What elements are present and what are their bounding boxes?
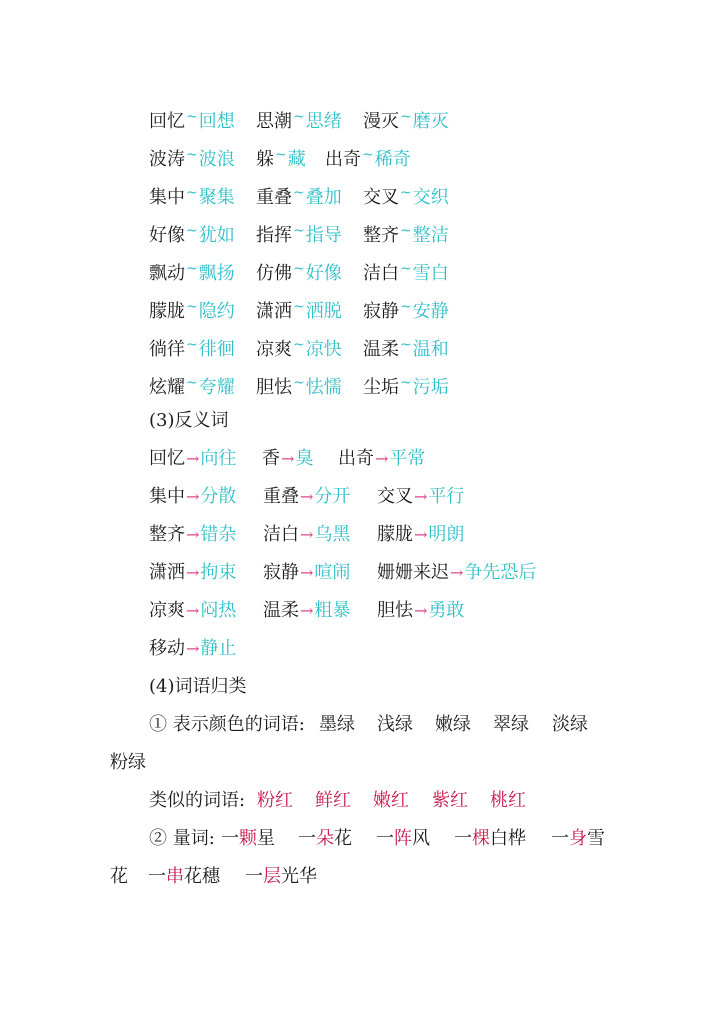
word: 香 [262, 448, 280, 469]
noun: 花穗 [184, 866, 220, 887]
word: 好像 [149, 225, 185, 246]
antonym-word: 勇敢 [428, 600, 465, 621]
arrow-icon: → [414, 601, 428, 620]
antonym-word: 粗暴 [314, 600, 351, 621]
measure-phrase [298, 826, 352, 852]
word: 朦胧 [377, 524, 413, 545]
antonym-word: 争先恐后 [464, 562, 537, 583]
arrow-icon: → [450, 563, 464, 582]
antonym-word: 平行 [428, 486, 465, 507]
tilde-separator: ~ [293, 109, 305, 125]
word: 出奇 [338, 448, 374, 469]
tilde-separator: ~ [186, 109, 198, 125]
antonym-pair [263, 522, 350, 548]
tilde-separator: ~ [400, 185, 412, 201]
similar-word: 嫩红 [373, 790, 409, 811]
word: 思潮 [256, 111, 292, 132]
word: 漫灭 [363, 111, 399, 132]
tilde-separator: ~ [275, 147, 287, 163]
synonym-pair [256, 256, 342, 287]
word: 凉爽 [149, 600, 185, 621]
word: 整齐 [363, 225, 399, 246]
synonym-pair [256, 142, 306, 173]
arrow-icon: → [300, 487, 314, 506]
synonym-word: 犹如 [198, 225, 235, 246]
measure-word: 阵 [394, 828, 412, 849]
word: 出奇 [325, 149, 361, 170]
similar-word: 紫红 [432, 790, 468, 811]
antonym-pair [149, 446, 236, 472]
measure-word: 朵 [316, 828, 334, 849]
tilde-separator: ~ [293, 375, 305, 391]
word: 寂静 [363, 301, 399, 322]
synonym-pair [363, 294, 449, 325]
antonym-word: 错杂 [200, 524, 237, 545]
antonym-word: 明朗 [428, 524, 465, 545]
tilde-separator: ~ [293, 261, 305, 277]
synonym-word: 凉快 [305, 339, 342, 360]
synonym-word: 温和 [412, 339, 449, 360]
tilde-separator: ~ [186, 261, 198, 277]
tilde-separator: ~ [400, 109, 412, 125]
tilde-separator: ~ [186, 223, 198, 239]
synonym-word: 指导 [305, 225, 342, 246]
synonym-pair [256, 180, 342, 211]
antonym-pair [377, 522, 464, 548]
antonym-word: 静止 [200, 638, 237, 659]
word: 胆怯 [256, 377, 292, 398]
antonym-pair [149, 522, 236, 548]
tilde-separator: ~ [293, 337, 305, 353]
tilde-separator: ~ [400, 261, 412, 277]
word: 移动 [149, 638, 185, 659]
synonym-word: 磨灭 [412, 111, 449, 132]
synonym-word: 聚集 [198, 187, 235, 208]
tilde-separator: ~ [400, 375, 412, 391]
tilde-separator: ~ [400, 299, 412, 315]
antonym-pair [149, 560, 236, 586]
synonym-pair [149, 218, 235, 249]
antonym-word: 喧闹 [314, 562, 351, 583]
measure-word: 层 [263, 866, 281, 887]
arrow-icon: → [414, 487, 428, 506]
word: 交叉 [377, 486, 413, 507]
antonym-pair [338, 446, 425, 472]
measure-word: 串 [166, 866, 184, 887]
arrow-icon: → [186, 487, 200, 506]
synonym-pair [149, 256, 235, 287]
synonym-word: 怯懦 [305, 377, 342, 398]
word: 飘动 [149, 263, 185, 284]
tilde-separator: ~ [400, 337, 412, 353]
synonym-word: 整洁 [412, 225, 449, 246]
color-word: 嫩绿 [435, 714, 471, 735]
antonym-pair [149, 484, 236, 510]
antonym-pair [149, 598, 236, 624]
synonym-pair [149, 104, 235, 135]
word: 炫耀 [149, 377, 185, 398]
antonym-word: 向往 [200, 448, 237, 469]
synonym-pair [256, 218, 342, 249]
antonym-word: 乌黑 [314, 524, 351, 545]
word: 姗姗来迟 [377, 562, 449, 583]
color-word: 淡绿 [552, 714, 588, 735]
synonym-pair [149, 294, 235, 325]
synonym-word: 交织 [412, 187, 449, 208]
synonym-pair [363, 370, 449, 401]
arrow-icon: → [375, 449, 389, 468]
word: 温柔 [363, 339, 399, 360]
color-word: 粉绿 [110, 752, 146, 773]
arrow-icon: → [186, 601, 200, 620]
measure-phrase [221, 826, 275, 852]
noun: 风 [412, 828, 430, 849]
synonym-pair [363, 180, 449, 211]
word: 指挥 [256, 225, 292, 246]
similar-word: 鲜红 [315, 790, 351, 811]
synonym-word: 稀奇 [374, 149, 411, 170]
word: 胆怯 [377, 600, 413, 621]
synonym-pair [256, 370, 342, 401]
synonym-pair [363, 104, 449, 135]
synonym-word: 好像 [305, 263, 342, 284]
measure-phrase [551, 826, 605, 852]
synonym-word: 藏 [287, 149, 306, 170]
synonym-word: 波浪 [198, 149, 235, 170]
antonym-heading: (3)反义词 [149, 410, 229, 431]
tilde-separator: ~ [186, 299, 198, 315]
synonym-pair [149, 370, 235, 401]
synonym-pair [149, 142, 235, 173]
noun: 光华 [281, 866, 317, 887]
measure-words-label: ② 量词: [149, 828, 215, 849]
antonym-word: 分散 [200, 486, 237, 507]
synonym-word: 飘扬 [198, 263, 235, 284]
tilde-separator: ~ [186, 147, 198, 163]
similar-word: 桃红 [490, 790, 526, 811]
noun: 星 [257, 828, 275, 849]
numeral: 一 [376, 828, 394, 849]
antonym-pair [263, 598, 350, 624]
synonym-pair [363, 218, 449, 249]
color-word: 浅绿 [377, 714, 413, 735]
measure-phrase [148, 864, 220, 890]
word: 躲 [256, 149, 274, 170]
arrow-icon: → [186, 563, 200, 582]
arrow-icon: → [300, 601, 314, 620]
antonym-word: 拘束 [200, 562, 237, 583]
color-word: 墨绿 [319, 714, 355, 735]
synonym-pair [256, 294, 342, 325]
word: 寂静 [263, 562, 299, 583]
arrow-icon: → [300, 525, 314, 544]
similar-words-label: 类似的词语: [149, 790, 246, 811]
classify-heading: (4)词语归类 [149, 676, 247, 697]
synonym-word: 洒脱 [305, 301, 342, 322]
word: 交叉 [363, 187, 399, 208]
word: 集中 [149, 187, 185, 208]
measure-word: 颗 [239, 828, 257, 849]
synonym-word: 思绪 [305, 111, 342, 132]
word: 凉爽 [256, 339, 292, 360]
synonym-pair [256, 104, 342, 135]
arrow-icon: → [414, 525, 428, 544]
synonym-pair [363, 256, 449, 287]
word: 波涛 [149, 149, 185, 170]
word: 徜徉 [149, 339, 185, 360]
synonym-pair [149, 180, 235, 211]
antonym-pair [377, 560, 536, 586]
tilde-separator: ~ [293, 299, 305, 315]
arrow-icon: → [186, 525, 200, 544]
antonym-pair [263, 484, 350, 510]
numeral: 一 [454, 828, 472, 849]
synonym-word: 回想 [198, 111, 235, 132]
antonym-pair [149, 636, 236, 662]
measure-word: 身 [569, 828, 587, 849]
arrow-icon: → [186, 449, 200, 468]
arrow-icon: → [300, 563, 314, 582]
word: 集中 [149, 486, 185, 507]
word: 洁白 [263, 524, 299, 545]
synonym-pair [325, 142, 411, 173]
word: 回忆 [149, 448, 185, 469]
word: 重叠 [256, 187, 292, 208]
word: 仿佛 [256, 263, 292, 284]
tilde-separator: ~ [186, 185, 198, 201]
noun: 花 [110, 866, 128, 887]
tilde-separator: ~ [186, 375, 198, 391]
antonym-pair [262, 446, 313, 472]
word: 潇洒 [149, 562, 185, 583]
antonym-pair [377, 598, 464, 624]
antonym-word: 分开 [314, 486, 351, 507]
color-word: 翠绿 [493, 714, 529, 735]
numeral: 一 [148, 866, 166, 887]
synonym-word: 安静 [412, 301, 449, 322]
noun: 白桦 [490, 828, 526, 849]
noun: 花 [334, 828, 352, 849]
word: 潇洒 [256, 301, 292, 322]
antonym-word: 闷热 [200, 600, 237, 621]
antonym-word: 臭 [295, 448, 314, 469]
noun: 雪 [587, 828, 605, 849]
measure-phrase [376, 826, 430, 852]
word: 整齐 [149, 524, 185, 545]
measure-phrase [454, 826, 526, 852]
antonym-word: 平常 [389, 448, 426, 469]
antonym-pair [263, 560, 350, 586]
synonym-word: 夸耀 [198, 377, 235, 398]
synonym-word: 隐约 [198, 301, 235, 322]
synonym-pair [363, 332, 449, 363]
synonym-pair [256, 332, 342, 363]
word: 尘垢 [363, 377, 399, 398]
tilde-separator: ~ [362, 147, 374, 163]
numeral: 一 [245, 866, 263, 887]
synonym-word: 雪白 [412, 263, 449, 284]
word: 洁白 [363, 263, 399, 284]
tilde-separator: ~ [400, 223, 412, 239]
word: 回忆 [149, 111, 185, 132]
word: 重叠 [263, 486, 299, 507]
synonym-word: 污垢 [412, 377, 449, 398]
synonym-word: 叠加 [305, 187, 342, 208]
color-words-label: ① 表示颜色的词语: [149, 714, 305, 735]
tilde-separator: ~ [186, 337, 198, 353]
numeral: 一 [551, 828, 569, 849]
word: 温柔 [263, 600, 299, 621]
arrow-icon: → [281, 449, 295, 468]
measure-phrase [245, 864, 317, 890]
tilde-separator: ~ [293, 223, 305, 239]
tilde-separator: ~ [293, 185, 305, 201]
numeral: 一 [298, 828, 316, 849]
measure-word: 棵 [472, 828, 490, 849]
numeral: 一 [221, 828, 239, 849]
similar-word: 粉红 [257, 790, 293, 811]
synonym-word: 徘徊 [198, 339, 235, 360]
arrow-icon: → [186, 639, 200, 658]
antonym-pair [377, 484, 464, 510]
word: 朦胧 [149, 301, 185, 322]
synonym-pair [149, 332, 235, 363]
